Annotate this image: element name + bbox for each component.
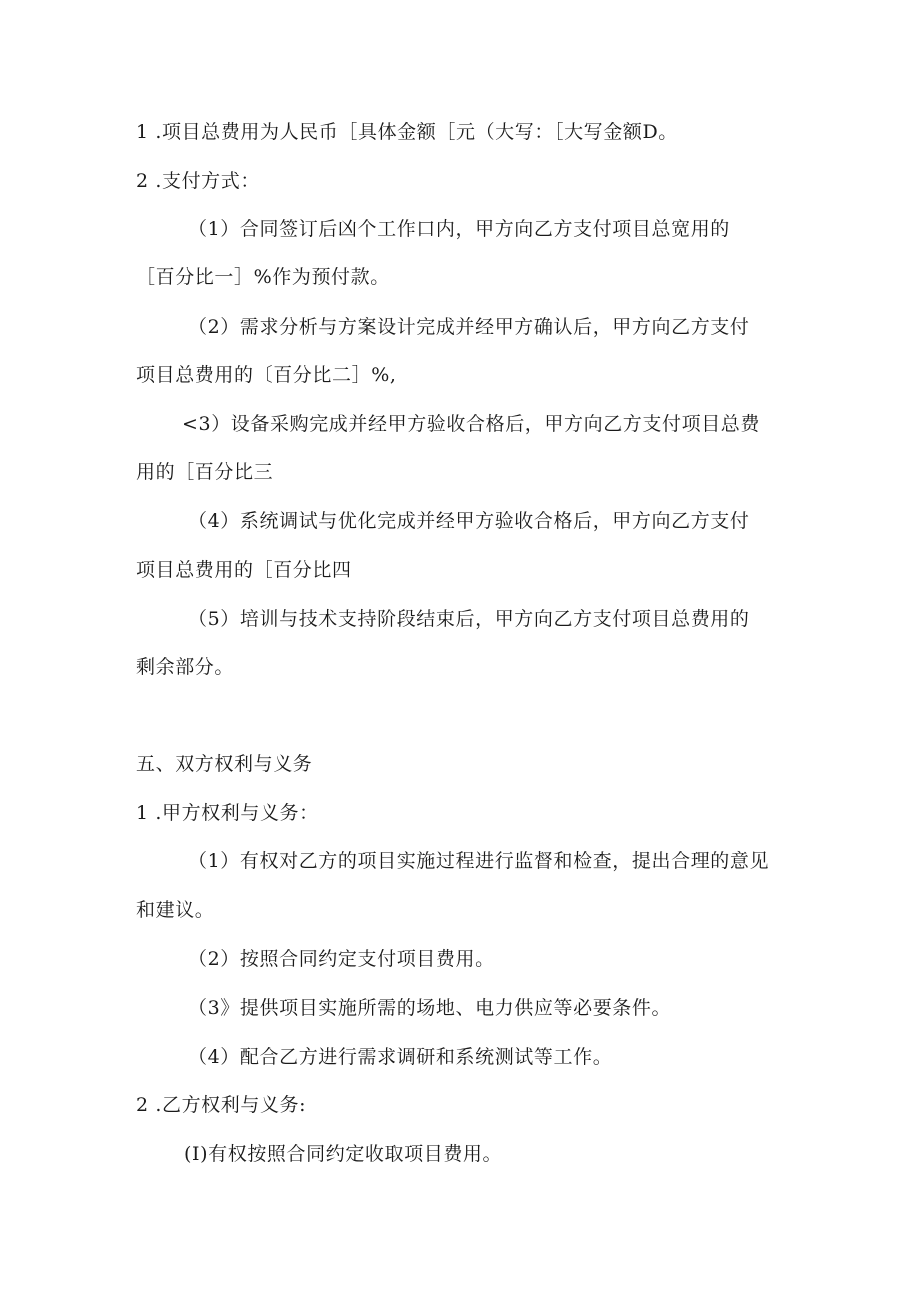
payment-item-4-line-1: （4）系统调试与优化完成并经甲方验收合格后，甲方向乙方支付 [188, 510, 750, 532]
party-a-item-1-line-1: （1）有权对乙方的项目实施过程进行监督和检查，提出合理的意见 [188, 850, 770, 872]
payment-item-3-line-2: 用的［百分比三 [136, 461, 274, 483]
party-a-item-1-line-2: 和建议。 [136, 899, 215, 921]
payment-item-2-line-2: 项目总费用的〔百分比二］%, [136, 364, 397, 386]
party-b-heading: 2 .乙方权利与义务: [136, 1094, 307, 1116]
payment-item-5-line-2: 剩余部分。 [136, 656, 235, 678]
party-a-heading: 1 .甲方权利与义务： [136, 802, 319, 824]
payment-item-2-line-1: （2）需求分析与方案设计完成并经甲方确认后，甲方向乙方支付 [188, 316, 750, 338]
total-fee-clause: 1 .项目总费用为人民币［具体金额［元（大写：［大写金额D。 [136, 121, 678, 143]
payment-item-1-line-1: （1）合同签订后凶个工作口内，甲方向乙方支付项目总宽用的 [188, 218, 730, 240]
payment-item-5-line-1: （5）培训与技术支持阶段结束后，甲方向乙方支付项目总费用的 [188, 608, 750, 630]
payment-item-1-line-2: ［百分比一］%作为预付款。 [136, 266, 390, 288]
party-b-item-1: (I)有权按照合同约定收取项目费用。 [184, 1143, 503, 1165]
party-a-item-3: （3》提供项目实施所需的场地、电力供应等必要条件。 [188, 997, 672, 1019]
payment-item-4-line-2: 项目总费用的［百分比四 [136, 559, 352, 581]
payment-item-3-line-1: <3）设备采购完成并经甲方验收合格后，甲方向乙方支付项目总费 [182, 413, 761, 435]
party-a-item-2: （2）按照合同约定支付项目费用。 [188, 948, 495, 970]
payment-method-heading: 2 .支付方式： [136, 170, 260, 192]
party-a-item-4: （4）配合乙方进行需求调研和系统测试等工作。 [188, 1046, 613, 1068]
section-title-rights: 五、双方权利与义务 [136, 753, 313, 775]
